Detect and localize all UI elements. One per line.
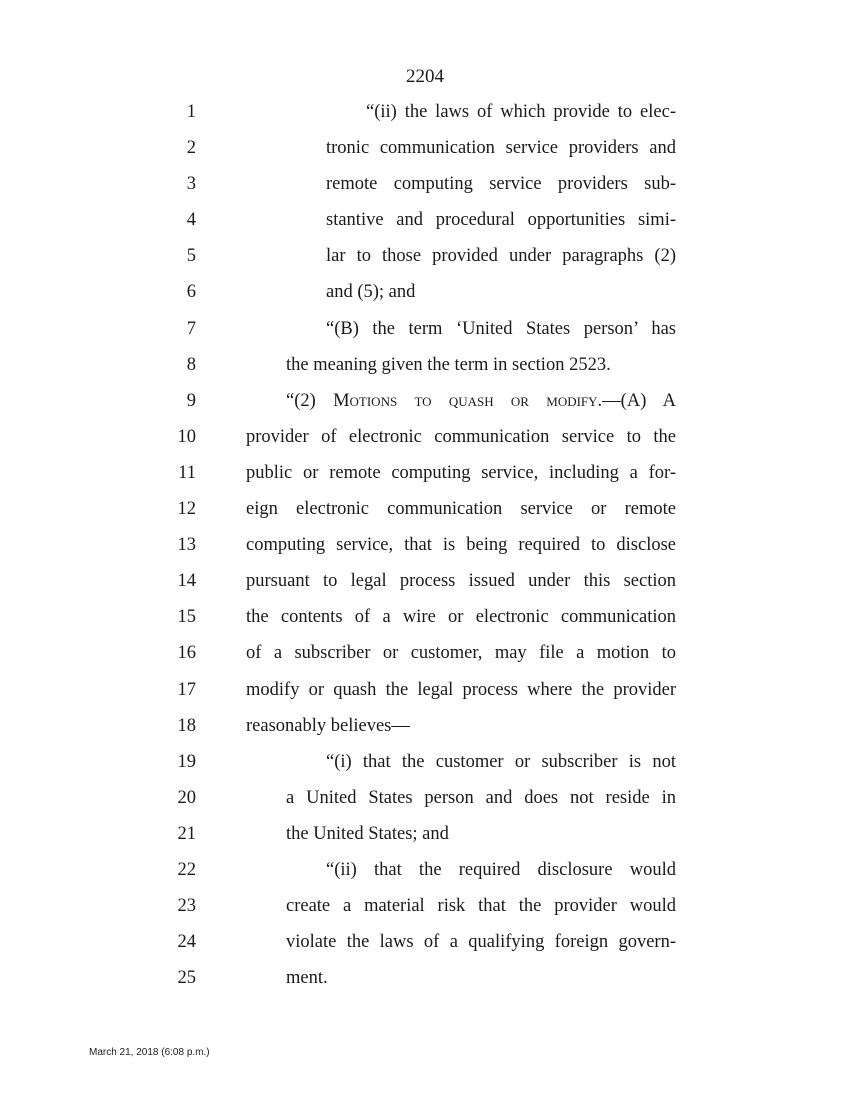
text-line (0, 311, 850, 347)
text-line (0, 347, 850, 383)
line-text: the meaning given the term in section 2523. (286, 354, 611, 375)
line-text: of a subscriber or customer, may file a motion to (246, 643, 676, 664)
line-number: 13 (177, 535, 196, 556)
paragraph-text: .—(A) A (597, 390, 676, 411)
line-number: 20 (177, 787, 196, 808)
line-number: 24 (177, 932, 196, 953)
text-line (0, 635, 850, 671)
text-line (0, 888, 850, 924)
line-text: create a material risk that the provider would (286, 896, 676, 917)
line-number: 7 (186, 318, 196, 339)
text-line (0, 274, 850, 310)
footer-timestamp: March 21, 2018 (6:08 p.m.) (89, 1047, 210, 1058)
line-number: 6 (186, 282, 196, 303)
line-text: ment. (286, 968, 328, 989)
line-number: 23 (177, 896, 196, 917)
line-text: eign electronic communication service or remote (246, 499, 676, 520)
line-text: public or remote computing service, including a for- (246, 462, 676, 483)
line-number: 22 (177, 859, 196, 880)
line-text: “(i) that the customer or subscriber is not (326, 751, 676, 772)
text-line (0, 94, 850, 130)
text-line (0, 852, 850, 888)
line-number: 25 (177, 968, 196, 989)
line-number: 16 (177, 643, 196, 664)
line-text: provider of electronic communication service to the (246, 426, 676, 447)
bill-text-body (0, 94, 850, 996)
line-text (286, 383, 676, 419)
paragraph-designation: “(2) (286, 390, 334, 411)
line-text: “(ii) the laws of which provide to elec- (366, 102, 676, 122)
line-number: 3 (186, 174, 196, 195)
text-line (0, 527, 850, 563)
line-number: 8 (186, 354, 196, 375)
line-number: 4 (186, 210, 196, 231)
line-text: modify or quash the legal process where the provider (246, 679, 676, 700)
line-number: 11 (178, 462, 196, 483)
line-text: and (5); and (326, 282, 416, 303)
text-line (0, 166, 850, 202)
line-number: 5 (186, 246, 196, 267)
line-text: a United States person and does not reside in (286, 787, 676, 808)
line-text: “(ii) that the required disclosure would (326, 859, 676, 880)
line-text: the United States; and (286, 823, 449, 844)
text-line (0, 960, 850, 996)
line-text: remote computing service providers sub- (326, 174, 676, 195)
line-number: 1 (186, 102, 196, 122)
line-text: the contents of a wire or electronic communication (246, 607, 676, 628)
text-line (0, 816, 850, 852)
line-number: 19 (177, 751, 196, 772)
line-number: 17 (177, 679, 196, 700)
text-line (0, 744, 850, 780)
page-number: 2204 (406, 66, 444, 87)
text-line (0, 491, 850, 527)
line-text: computing service, that is being required to disclose (246, 535, 676, 556)
text-line (0, 130, 850, 166)
line-number: 21 (177, 823, 196, 844)
line-text: reasonably believes— (246, 715, 410, 736)
line-number: 15 (177, 607, 196, 628)
text-line (0, 672, 850, 708)
line-text: violate the laws of a qualifying foreign govern- (286, 932, 676, 953)
line-number: 9 (186, 390, 196, 411)
text-line (0, 455, 850, 491)
line-number: 12 (177, 499, 196, 520)
text-line (0, 780, 850, 816)
text-line (0, 202, 850, 238)
text-line (0, 238, 850, 274)
line-number: 14 (177, 571, 196, 592)
line-text: pursuant to legal process issued under this section (246, 571, 676, 592)
text-line (0, 563, 850, 599)
text-line (0, 708, 850, 744)
line-number: 18 (177, 715, 196, 736)
line-text: lar to those provided under paragraphs (2) (326, 246, 676, 267)
text-line (0, 599, 850, 635)
line-text: tronic communication service providers and (326, 138, 676, 159)
text-line (0, 383, 850, 419)
line-text: stantive and procedural opportunities simi- (326, 210, 676, 231)
line-number: 10 (177, 426, 196, 447)
paragraph-heading: Motions to quash or modify (333, 390, 598, 411)
text-line (0, 419, 850, 455)
line-number: 2 (186, 138, 196, 159)
text-line (0, 924, 850, 960)
line-text: “(B) the term ‘United States person’ has (326, 318, 676, 339)
